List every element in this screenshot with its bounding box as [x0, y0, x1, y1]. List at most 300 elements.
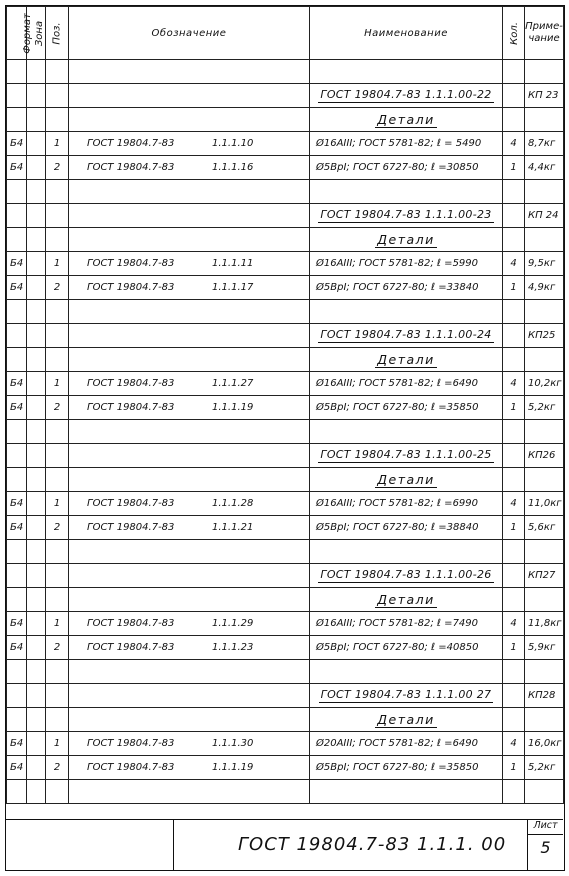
assembly-title: ГОСТ 19804.7-83 1.1.1.00 27: [320, 688, 492, 701]
qty-cell: 4: [503, 732, 525, 756]
name-cell: Ø16АIII; ГОСТ 5781-82; ℓ = 5490: [310, 132, 503, 156]
pos-cell: 1: [46, 132, 69, 156]
empty-cell: [7, 468, 27, 492]
note-cell: 5,2кг: [525, 756, 564, 780]
empty-cell: [7, 300, 27, 324]
assembly-title: ГОСТ 19804.7-83 1.1.1.00-24: [320, 328, 492, 341]
zone-cell: [27, 132, 46, 156]
zone-cell: [27, 636, 46, 660]
designation-cell: [69, 492, 310, 516]
qty-cell: 1: [503, 276, 525, 300]
empty-cell: [525, 420, 564, 444]
empty-cell: [7, 420, 27, 444]
name-cell: Ø20АIII; ГОСТ 5781-82; ℓ =6490: [310, 732, 503, 756]
format-cell: Б4: [7, 732, 27, 756]
empty-cell: [69, 444, 310, 468]
empty-cell: [27, 108, 46, 132]
empty-cell: [46, 60, 69, 84]
pos-cell: 2: [46, 516, 69, 540]
format-cell: Б4: [7, 372, 27, 396]
empty-cell: [7, 564, 27, 588]
pos-cell: 2: [46, 276, 69, 300]
empty-cell: [27, 540, 46, 564]
empty-cell: [69, 324, 310, 348]
empty-cell: [503, 444, 525, 468]
section-cell: [310, 588, 503, 612]
pos-cell: 1: [46, 252, 69, 276]
designation-number: 1.1.1.27: [212, 378, 254, 389]
empty-cell: [46, 588, 69, 612]
empty-cell: [503, 180, 525, 204]
empty-cell: [525, 468, 564, 492]
empty-cell: [27, 684, 46, 708]
table-row: [7, 612, 564, 636]
empty-cell: [69, 540, 310, 564]
qty-cell: 4: [503, 612, 525, 636]
format-cell: Б4: [7, 612, 27, 636]
title-block: [6, 819, 563, 870]
empty-cell: [525, 540, 564, 564]
empty-cell: [46, 348, 69, 372]
format-cell: Б4: [7, 252, 27, 276]
designation-number: 1.1.1.21: [212, 522, 254, 533]
format-cell: Б4: [7, 492, 27, 516]
pos-cell: 1: [46, 492, 69, 516]
designation-code: ГОСТ 19804.7-83: [87, 258, 175, 269]
designation-number: 1.1.1.30: [212, 738, 254, 749]
header-note-line2: чание: [528, 33, 560, 44]
specification-table: [6, 6, 564, 804]
note-cell: 5,9кг: [525, 636, 564, 660]
name-cell: Ø5ВрI; ГОСТ 6727-80; ℓ =35850: [310, 396, 503, 420]
empty-cell: [525, 60, 564, 84]
empty-cell: [503, 564, 525, 588]
note-cell: 9,5кг: [525, 252, 564, 276]
name-cell: Ø16АIII; ГОСТ 5781-82; ℓ =6490: [310, 372, 503, 396]
empty-cell: [69, 60, 310, 84]
empty-cell: [69, 180, 310, 204]
note-cell: 16,0кг: [525, 732, 564, 756]
empty-cell: [27, 780, 46, 804]
empty-cell: [46, 540, 69, 564]
designation-number: 1.1.1.16: [212, 162, 254, 173]
empty-cell: [7, 180, 27, 204]
designation-number: 1.1.1.19: [212, 762, 254, 773]
designation-cell: [69, 156, 310, 180]
empty-cell: [525, 708, 564, 732]
empty-cell: [69, 84, 310, 108]
empty-cell: [27, 300, 46, 324]
empty-cell: [503, 84, 525, 108]
designation-cell: [69, 732, 310, 756]
assembly-note: КП27: [525, 564, 564, 588]
empty-cell: [503, 348, 525, 372]
empty-cell: [503, 660, 525, 684]
empty-cell: [69, 708, 310, 732]
name-cell: Ø5ВрI; ГОСТ 6727-80; ℓ =35850: [310, 756, 503, 780]
blank-row: [7, 420, 564, 444]
designation-cell: [69, 372, 310, 396]
designation-cell: [69, 516, 310, 540]
qty-cell: 4: [503, 252, 525, 276]
designation-cell: [69, 756, 310, 780]
designation-cell: [69, 132, 310, 156]
empty-cell: [69, 348, 310, 372]
qty-cell: 4: [503, 132, 525, 156]
header-format: Формат: [7, 7, 27, 60]
assembly-cell: [310, 204, 503, 228]
zone-cell: [27, 612, 46, 636]
section-row: [7, 108, 564, 132]
assembly-cell: [310, 84, 503, 108]
table-row: [7, 276, 564, 300]
designation-number: 1.1.1.19: [212, 402, 254, 413]
header-designation: Обозначение: [69, 7, 310, 60]
empty-cell: [7, 444, 27, 468]
zone-cell: [27, 516, 46, 540]
empty-cell: [27, 660, 46, 684]
name-cell: Ø16АIII; ГОСТ 5781-82; ℓ =6990: [310, 492, 503, 516]
section-row: [7, 468, 564, 492]
empty-cell: [503, 60, 525, 84]
designation-cell: [69, 252, 310, 276]
empty-cell: [310, 300, 503, 324]
designation-cell: [69, 396, 310, 420]
empty-cell: [503, 540, 525, 564]
assembly-cell: [310, 564, 503, 588]
blank-row: [7, 180, 564, 204]
empty-cell: [525, 588, 564, 612]
name-cell: Ø5ВрI; ГОСТ 6727-80; ℓ =33840: [310, 276, 503, 300]
table-row: [7, 756, 564, 780]
empty-cell: [27, 60, 46, 84]
pos-cell: 1: [46, 372, 69, 396]
designation-code: ГОСТ 19804.7-83: [87, 618, 175, 629]
header-name: Наименование: [310, 7, 503, 60]
qty-cell: 1: [503, 156, 525, 180]
empty-cell: [503, 420, 525, 444]
table-row: [7, 396, 564, 420]
empty-cell: [27, 420, 46, 444]
designation-number: 1.1.1.17: [212, 282, 254, 293]
designation-code: ГОСТ 19804.7-83: [87, 762, 175, 773]
assembly-row: [7, 684, 564, 708]
empty-cell: [7, 684, 27, 708]
empty-cell: [46, 420, 69, 444]
empty-cell: [27, 180, 46, 204]
designation-cell: [69, 612, 310, 636]
empty-cell: [310, 420, 503, 444]
empty-cell: [46, 180, 69, 204]
table-row: [7, 132, 564, 156]
empty-cell: [503, 588, 525, 612]
empty-cell: [69, 108, 310, 132]
empty-cell: [310, 180, 503, 204]
empty-cell: [27, 564, 46, 588]
section-row: [7, 708, 564, 732]
section-cell: [310, 228, 503, 252]
sheet-label: Лист: [528, 820, 563, 835]
empty-cell: [7, 324, 27, 348]
header-note-line1: Приме-: [525, 21, 563, 32]
assembly-title: ГОСТ 19804.7-83 1.1.1.00-26: [320, 568, 492, 581]
zone-cell: [27, 492, 46, 516]
zone-cell: [27, 756, 46, 780]
designation-number: 1.1.1.28: [212, 498, 254, 509]
assembly-note: КП25: [525, 324, 564, 348]
format-cell: Б4: [7, 756, 27, 780]
empty-cell: [27, 204, 46, 228]
blank-row: [7, 300, 564, 324]
empty-cell: [503, 204, 525, 228]
designation-code: ГОСТ 19804.7-83: [87, 282, 175, 293]
section-row: [7, 228, 564, 252]
empty-cell: [7, 204, 27, 228]
empty-cell: [525, 300, 564, 324]
empty-cell: [69, 228, 310, 252]
empty-cell: [46, 780, 69, 804]
empty-cell: [7, 708, 27, 732]
section-cell: [310, 708, 503, 732]
designation-cell: [69, 276, 310, 300]
name-cell: Ø16АIII; ГОСТ 5781-82; ℓ =7490: [310, 612, 503, 636]
document-code: ГОСТ 19804.7-83 1.1.1. 00: [238, 834, 507, 855]
format-cell: Б4: [7, 516, 27, 540]
pos-cell: 1: [46, 732, 69, 756]
table-row: [7, 516, 564, 540]
empty-cell: [525, 108, 564, 132]
empty-cell: [27, 444, 46, 468]
assembly-note: КП 23: [525, 84, 564, 108]
table-header-row: [7, 7, 564, 60]
assembly-title: ГОСТ 19804.7-83 1.1.1.00-23: [320, 208, 492, 221]
empty-cell: [46, 564, 69, 588]
empty-cell: [46, 108, 69, 132]
empty-cell: [69, 660, 310, 684]
section-title: Детали: [377, 231, 435, 247]
empty-cell: [69, 300, 310, 324]
empty-cell: [69, 204, 310, 228]
empty-cell: [46, 324, 69, 348]
blank-row: [7, 540, 564, 564]
note-cell: 5,2кг: [525, 396, 564, 420]
table-row: [7, 636, 564, 660]
zone-cell: [27, 372, 46, 396]
name-cell: Ø5ВрI; ГОСТ 6727-80; ℓ =40850: [310, 636, 503, 660]
section-cell: [310, 468, 503, 492]
pos-cell: 2: [46, 756, 69, 780]
empty-cell: [525, 780, 564, 804]
zone-cell: [27, 396, 46, 420]
assembly-row: [7, 84, 564, 108]
designation-code: ГОСТ 19804.7-83: [87, 378, 175, 389]
pos-cell: 2: [46, 156, 69, 180]
assembly-note: КП 24: [525, 204, 564, 228]
section-row: [7, 588, 564, 612]
pos-cell: 2: [46, 636, 69, 660]
header-note: [525, 7, 564, 60]
blank-row: [7, 660, 564, 684]
empty-cell: [46, 204, 69, 228]
assembly-cell: [310, 444, 503, 468]
format-cell: Б4: [7, 156, 27, 180]
empty-cell: [525, 180, 564, 204]
assembly-row: [7, 444, 564, 468]
empty-cell: [27, 588, 46, 612]
zone-cell: [27, 276, 46, 300]
empty-cell: [503, 324, 525, 348]
empty-cell: [46, 708, 69, 732]
empty-cell: [503, 108, 525, 132]
empty-cell: [503, 684, 525, 708]
qty-cell: 4: [503, 492, 525, 516]
note-cell: 4,4кг: [525, 156, 564, 180]
assembly-row: [7, 204, 564, 228]
empty-cell: [27, 324, 46, 348]
header-zone: Зона: [27, 7, 46, 60]
note-cell: 8,7кг: [525, 132, 564, 156]
note-cell: 5,6кг: [525, 516, 564, 540]
section-title: Детали: [377, 111, 435, 127]
table-row: [7, 372, 564, 396]
empty-cell: [7, 660, 27, 684]
empty-cell: [27, 84, 46, 108]
zone-cell: [27, 732, 46, 756]
designation-code: ГОСТ 19804.7-83: [87, 138, 175, 149]
designation-code: ГОСТ 19804.7-83: [87, 522, 175, 533]
empty-cell: [503, 468, 525, 492]
table-row: [7, 156, 564, 180]
note-cell: 11,0кг: [525, 492, 564, 516]
empty-cell: [7, 228, 27, 252]
assembly-cell: [310, 684, 503, 708]
empty-cell: [69, 588, 310, 612]
designation-number: 1.1.1.10: [212, 138, 254, 149]
specification-sheet: [5, 5, 565, 871]
designation-code: ГОСТ 19804.7-83: [87, 738, 175, 749]
empty-cell: [46, 468, 69, 492]
blank-row: [7, 60, 564, 84]
empty-cell: [525, 660, 564, 684]
designation-number: 1.1.1.23: [212, 642, 254, 653]
empty-cell: [7, 540, 27, 564]
empty-cell: [69, 420, 310, 444]
blank-row: [7, 780, 564, 804]
empty-cell: [46, 228, 69, 252]
empty-cell: [7, 348, 27, 372]
qty-cell: 4: [503, 372, 525, 396]
empty-cell: [310, 780, 503, 804]
designation-code: ГОСТ 19804.7-83: [87, 498, 175, 509]
section-cell: [310, 108, 503, 132]
zone-cell: [27, 252, 46, 276]
empty-cell: [7, 84, 27, 108]
empty-cell: [7, 780, 27, 804]
empty-cell: [69, 684, 310, 708]
empty-cell: [7, 108, 27, 132]
empty-cell: [525, 348, 564, 372]
designation-number: 1.1.1.29: [212, 618, 254, 629]
format-cell: Б4: [7, 276, 27, 300]
format-cell: Б4: [7, 636, 27, 660]
empty-cell: [27, 468, 46, 492]
empty-cell: [503, 300, 525, 324]
header-qty: Кол.: [503, 7, 525, 60]
empty-cell: [310, 60, 503, 84]
empty-cell: [525, 228, 564, 252]
empty-cell: [310, 540, 503, 564]
pos-cell: 2: [46, 396, 69, 420]
name-cell: Ø5ВрI; ГОСТ 6727-80; ℓ =38840: [310, 516, 503, 540]
empty-cell: [27, 708, 46, 732]
assembly-title: ГОСТ 19804.7-83 1.1.1.00-25: [320, 448, 492, 461]
zone-cell: [27, 156, 46, 180]
empty-cell: [46, 660, 69, 684]
assembly-cell: [310, 324, 503, 348]
format-cell: Б4: [7, 396, 27, 420]
assembly-row: [7, 564, 564, 588]
sheet-number: 5: [540, 838, 551, 857]
assembly-note: КП28: [525, 684, 564, 708]
empty-cell: [310, 660, 503, 684]
section-row: [7, 348, 564, 372]
empty-cell: [7, 60, 27, 84]
sheet-box: [527, 820, 563, 870]
qty-cell: 1: [503, 396, 525, 420]
title-block-left: [6, 820, 174, 870]
empty-cell: [503, 228, 525, 252]
note-cell: 11,8кг: [525, 612, 564, 636]
designation-cell: [69, 636, 310, 660]
format-cell: Б4: [7, 132, 27, 156]
table-row: [7, 732, 564, 756]
name-cell: Ø16АIII; ГОСТ 5781-82; ℓ =5990: [310, 252, 503, 276]
empty-cell: [46, 84, 69, 108]
note-cell: 10,2кг: [525, 372, 564, 396]
assembly-title: ГОСТ 19804.7-83 1.1.1.00-22: [320, 88, 492, 101]
table-row: [7, 492, 564, 516]
section-title: Детали: [377, 711, 435, 727]
empty-cell: [46, 684, 69, 708]
header-pos: Поз.: [46, 7, 69, 60]
empty-cell: [27, 348, 46, 372]
empty-cell: [27, 228, 46, 252]
empty-cell: [46, 300, 69, 324]
section-cell: [310, 348, 503, 372]
assembly-note: КП26: [525, 444, 564, 468]
empty-cell: [7, 588, 27, 612]
empty-cell: [503, 780, 525, 804]
designation-code: ГОСТ 19804.7-83: [87, 402, 175, 413]
pos-cell: 1: [46, 612, 69, 636]
designation-code: ГОСТ 19804.7-83: [87, 642, 175, 653]
qty-cell: 1: [503, 636, 525, 660]
designation-number: 1.1.1.11: [212, 258, 254, 269]
qty-cell: 1: [503, 756, 525, 780]
empty-cell: [69, 468, 310, 492]
empty-cell: [69, 780, 310, 804]
empty-cell: [46, 444, 69, 468]
section-title: Детали: [377, 351, 435, 367]
empty-cell: [503, 708, 525, 732]
note-cell: 4,9кг: [525, 276, 564, 300]
empty-cell: [69, 564, 310, 588]
assembly-row: [7, 324, 564, 348]
table-row: [7, 252, 564, 276]
designation-code: ГОСТ 19804.7-83: [87, 162, 175, 173]
section-title: Детали: [377, 471, 435, 487]
section-title: Детали: [377, 591, 435, 607]
